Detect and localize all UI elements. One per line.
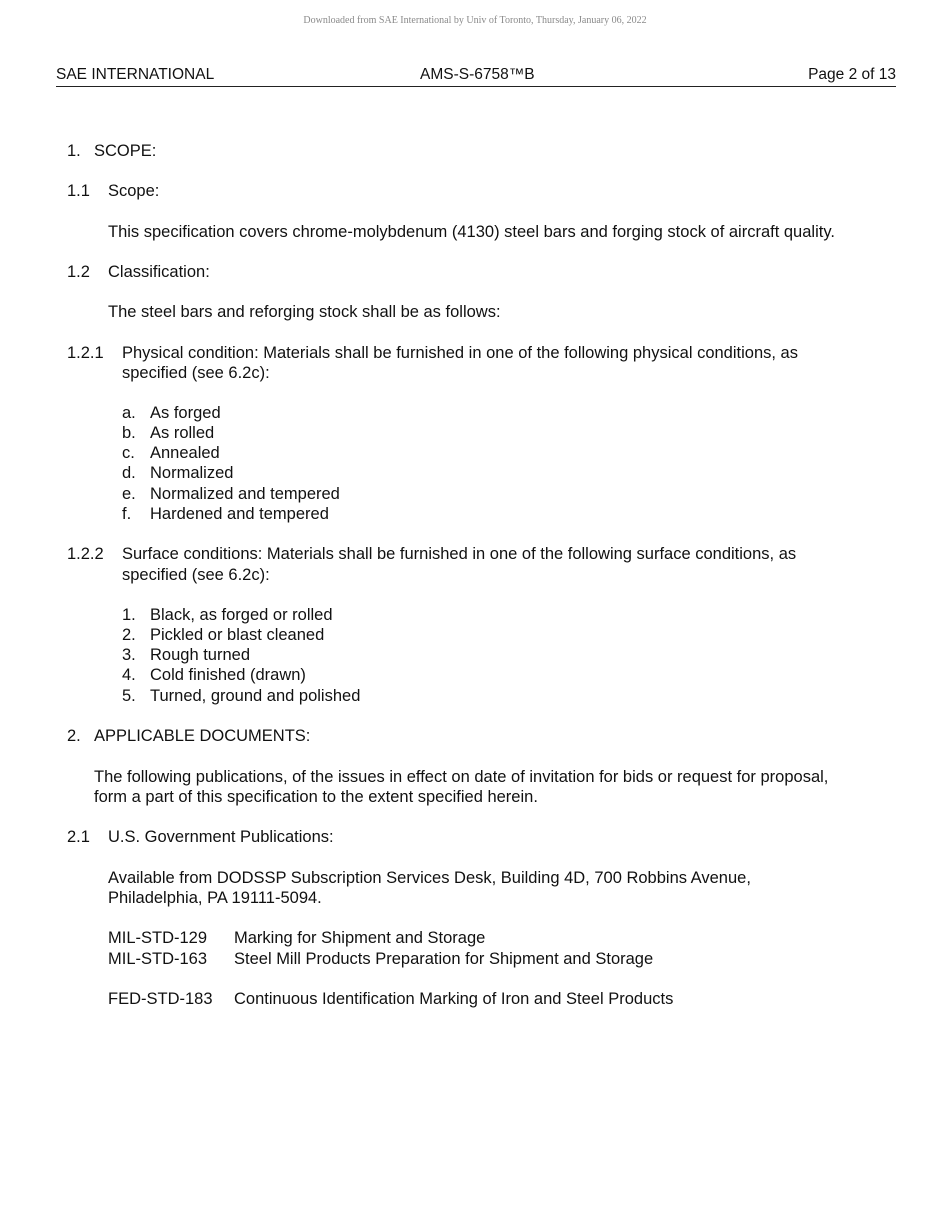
list-item-marker: 2. <box>122 626 136 644</box>
section-1-2-title: Classification: <box>108 263 210 281</box>
list-item: Pickled or blast cleaned <box>150 626 325 644</box>
section-2-text-line2: form a part of this specification to the extent specified herein. <box>94 788 538 806</box>
list-item-marker: f. <box>122 505 132 523</box>
list-item: Black, as forged or rolled <box>150 606 333 624</box>
page-header <box>56 66 896 87</box>
doc-title: Steel Mill Products Preparation for Shipment and Storage <box>234 950 654 968</box>
section-1-1-title: Scope: <box>108 182 160 200</box>
list-item-marker: e. <box>122 485 136 503</box>
list-item: Annealed <box>150 444 220 462</box>
doc-id: FED-STD-183 <box>108 990 213 1008</box>
list-item: Turned, ground and polished <box>150 687 361 705</box>
section-1-1-text: This specification covers chrome-molybdenum (4130) steel bars and forging stock of aircraft quality. <box>108 223 835 241</box>
section-1-2-1-text-line1: Physical condition: Materials shall be furnished in one of the following physical conditions, as <box>122 344 798 362</box>
section-2-1-title: U.S. Government Publications: <box>108 828 334 846</box>
list-item-marker: 1. <box>122 606 136 624</box>
section-1-2-2-text-line2: specified (see 6.2c): <box>122 566 270 584</box>
list-item-marker: b. <box>122 424 136 442</box>
section-1-2-number: 1.2 <box>67 263 90 281</box>
section-1-1-number: 1.1 <box>67 182 90 200</box>
list-item-marker: 5. <box>122 687 136 705</box>
header-page-number: Page 2 of 13 <box>808 66 896 83</box>
header-org: SAE INTERNATIONAL <box>56 66 215 83</box>
list-item-marker: a. <box>122 404 136 422</box>
list-item: Hardened and tempered <box>150 505 329 523</box>
doc-title: Marking for Shipment and Storage <box>234 929 486 947</box>
section-1-title: SCOPE: <box>94 142 157 160</box>
section-2-1-text-line2: Philadelphia, PA 19111-5094. <box>108 889 322 907</box>
list-item: As forged <box>150 404 221 422</box>
doc-id: MIL-STD-163 <box>108 950 208 968</box>
download-watermark: Downloaded from SAE International by Univ of Toronto, Thursday, January 06, 2022 <box>303 15 647 26</box>
doc-title: Continuous Identification Marking of Iron and Steel Products <box>234 990 674 1008</box>
section-2-text-line1: The following publications, of the issues in effect on date of invitation for bids or request for proposal, <box>94 768 829 786</box>
section-2-title: APPLICABLE DOCUMENTS: <box>94 727 311 745</box>
section-1-2-1-text-line2: specified (see 6.2c): <box>122 364 270 382</box>
section-2-number: 2. <box>67 727 81 745</box>
list-item: Cold finished (drawn) <box>150 666 306 684</box>
section-1-2-2-number: 1.2.2 <box>67 545 104 563</box>
doc-id: MIL-STD-129 <box>108 929 208 947</box>
list-item: Normalized and tempered <box>150 485 340 503</box>
section-1-number: 1. <box>67 142 81 160</box>
list-item-marker: 3. <box>122 646 136 664</box>
list-item: Normalized <box>150 464 234 482</box>
header-doc-id: AMS-S-6758™B <box>420 66 535 83</box>
section-2-1-text-line1: Available from DODSSP Subscription Services Desk, Building 4D, 700 Robbins Avenue, <box>108 869 751 887</box>
list-item: As rolled <box>150 424 215 442</box>
list-item: Rough turned <box>150 646 250 664</box>
list-item-marker: 4. <box>122 666 136 684</box>
section-2-1-number: 2.1 <box>67 828 90 846</box>
section-1-2-2-text-line1: Surface conditions: Materials shall be furnished in one of the following surface conditions, as <box>122 545 797 563</box>
list-item-marker: d. <box>122 464 136 482</box>
list-item-marker: c. <box>122 444 135 462</box>
section-1-2-1-number: 1.2.1 <box>67 344 104 362</box>
section-1-2-text: The steel bars and reforging stock shall be as follows: <box>108 303 501 321</box>
